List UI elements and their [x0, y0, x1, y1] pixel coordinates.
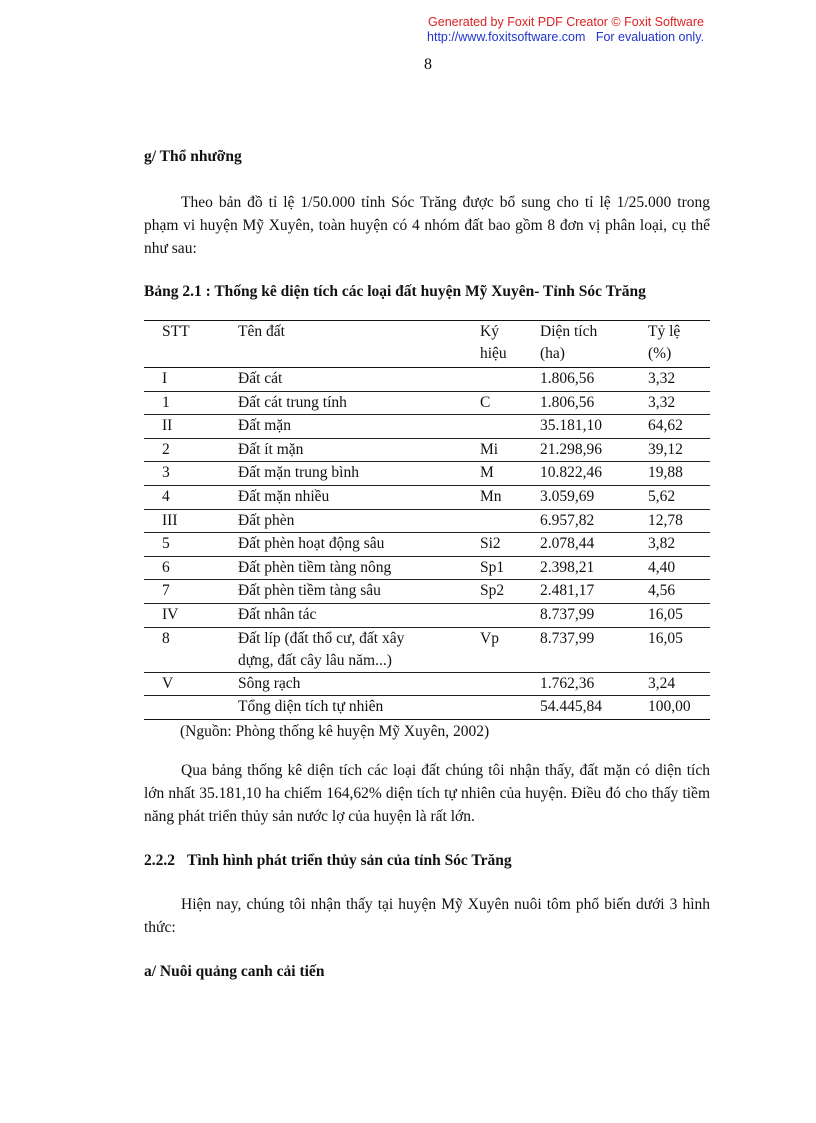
cell-ratio: 16,05 — [648, 603, 710, 627]
heading-quang-canh: a/ Nuôi quảng canh cải tiến — [144, 963, 325, 980]
table-row — [144, 533, 710, 557]
cell-stt: 7 — [144, 580, 238, 604]
cell-area: 8.737,99 — [540, 627, 648, 672]
cell-name: Đất phèn tiềm tàng sâu — [238, 580, 480, 604]
cell-ratio: 3,32 — [648, 368, 710, 392]
cell-area: 1.806,56 — [540, 368, 648, 392]
cell-name: Đất phèn tiềm tàng nông — [238, 556, 480, 580]
cell-symbol: Mi — [480, 438, 540, 462]
cell-name: Đất phèn hoạt động sâu — [238, 533, 480, 557]
cell-name: Đất ít mặn — [238, 438, 480, 462]
cell-area: 2.481,17 — [540, 580, 648, 604]
cell-symbol: Sp2 — [480, 580, 540, 604]
cell-area: 1.806,56 — [540, 391, 648, 415]
watermark-line1: Generated by Foxit PDF Creator © Foxit Software — [428, 15, 704, 29]
cell-stt: IV — [144, 603, 238, 627]
analysis-wrap — [144, 759, 710, 828]
cell-name: Đất mặn nhiều — [238, 485, 480, 509]
analysis-paragraph: Qua bảng thống kê diện tích các loại đất chúng tôi nhận thấy, đất mặn có diện tích lớn nhất 35.181,10 ha chiếm 164,62% diện tích tự nhiên của huyện. Điều đó cho thấy tiềm năng phát triển thủy sản nước lợ của huyện là rất lớn. — [144, 762, 710, 825]
watermark-line2 — [427, 30, 704, 45]
table-header-row — [144, 321, 710, 368]
cell-stt: 4 — [144, 485, 238, 509]
cell-area: 6.957,82 — [540, 509, 648, 533]
cell-stt: V — [144, 672, 238, 696]
table-row — [144, 627, 710, 672]
section-222-body — [144, 893, 710, 939]
cell-name: Đất mặn — [238, 415, 480, 439]
cell-name: Tổng diện tích tự nhiên — [238, 696, 480, 720]
header-name: Tên đất — [238, 321, 480, 368]
cell-stt: 8 — [144, 627, 238, 672]
cell-symbol: Si2 — [480, 533, 540, 557]
soil-table — [144, 320, 710, 720]
table-row — [144, 509, 710, 533]
header-stt: STT — [144, 321, 238, 368]
cell-area: 2.398,21 — [540, 556, 648, 580]
cell-symbol — [480, 696, 540, 720]
cell-symbol: Sp1 — [480, 556, 540, 580]
cell-area: 2.078,44 — [540, 533, 648, 557]
cell-symbol: M — [480, 462, 540, 486]
table-row — [144, 603, 710, 627]
cell-name: Đất cát — [238, 368, 480, 392]
cell-stt — [144, 696, 238, 720]
table-row — [144, 580, 710, 604]
cell-symbol — [480, 415, 540, 439]
section-222-heading — [144, 850, 710, 872]
section-g-body — [144, 191, 710, 260]
cell-ratio: 16,05 — [648, 627, 710, 672]
cell-ratio: 3,24 — [648, 672, 710, 696]
cell-ratio: 12,78 — [648, 509, 710, 533]
cell-area: 8.737,99 — [540, 603, 648, 627]
cell-name: Đất nhân tác — [238, 603, 480, 627]
cell-ratio: 64,62 — [648, 415, 710, 439]
heading-tho-nhuong: g/ Thổ nhưỡng — [144, 148, 242, 165]
cell-ratio: 3,82 — [648, 533, 710, 557]
cell-symbol — [480, 368, 540, 392]
table-row — [144, 438, 710, 462]
table-row — [144, 391, 710, 415]
table-row — [144, 696, 710, 720]
cell-stt: 6 — [144, 556, 238, 580]
table-row — [144, 368, 710, 392]
cell-name: Đất phèn — [238, 509, 480, 533]
paragraph-tho-nhuong: Theo bản đồ tỉ lệ 1/50.000 tỉnh Sóc Trăng được bổ sung cho tỉ lệ 1/25.000 trong phạm vi huyện Mỹ Xuyên, toàn huyện có 4 nhóm đất bao gồm 8 đơn vị phân loại, cụ thể như sau: — [144, 194, 710, 257]
cell-area: 54.445,84 — [540, 696, 648, 720]
cell-area: 1.762,36 — [540, 672, 648, 696]
cell-ratio: 3,32 — [648, 391, 710, 415]
header-ratio: Tỷ lệ (%) — [648, 321, 710, 368]
cell-area: 10.822,46 — [540, 462, 648, 486]
header-symbol: Ký hiệu — [480, 321, 540, 368]
cell-ratio: 4,40 — [648, 556, 710, 580]
cell-stt: 1 — [144, 391, 238, 415]
watermark — [427, 15, 704, 45]
heading-222-title: Tình hình phát triển thủy sản của tỉnh Sóc Trăng — [187, 852, 512, 869]
table-row — [144, 556, 710, 580]
paragraph-222: Hiện nay, chúng tôi nhận thấy tại huyện Mỹ Xuyên nuôi tôm phổ biến dưới 3 hình thức: — [144, 896, 710, 936]
table-source: (Nguồn: Phòng thống kê huyện Mỹ Xuyên, 2002) — [180, 722, 490, 740]
section-g-heading — [144, 146, 710, 168]
header-area: Diện tích (ha) — [540, 321, 648, 368]
cell-stt: III — [144, 509, 238, 533]
cell-ratio: 39,12 — [648, 438, 710, 462]
page-number: 8 — [424, 56, 432, 73]
table-row — [144, 672, 710, 696]
cell-stt: II — [144, 415, 238, 439]
table-row — [144, 485, 710, 509]
table-caption: Bảng 2.1 : Thống kê diện tích các loại đất huyện Mỹ Xuyên- Tỉnh Sóc Trăng — [144, 283, 646, 300]
cell-symbol: C — [480, 391, 540, 415]
cell-stt: 2 — [144, 438, 238, 462]
section-a-heading — [144, 961, 710, 983]
cell-area: 3.059,69 — [540, 485, 648, 509]
cell-stt: 5 — [144, 533, 238, 557]
cell-name: Đất cát trung tính — [238, 391, 480, 415]
cell-ratio: 100,00 — [648, 696, 710, 720]
soil-table-wrap — [144, 320, 710, 743]
cell-symbol: Vp — [480, 627, 540, 672]
cell-symbol: Mn — [480, 485, 540, 509]
table-row — [144, 415, 710, 439]
cell-ratio: 19,88 — [648, 462, 710, 486]
heading-222-number: 2.2.2 — [144, 852, 175, 869]
cell-name: Sông rạch — [238, 672, 480, 696]
cell-ratio: 4,56 — [648, 580, 710, 604]
cell-symbol — [480, 509, 540, 533]
cell-symbol — [480, 603, 540, 627]
watermark-note: For evaluation only. — [595, 30, 704, 44]
cell-name: Đất mặn trung bình — [238, 462, 480, 486]
cell-stt: 3 — [144, 462, 238, 486]
table-row — [144, 462, 710, 486]
cell-stt: I — [144, 368, 238, 392]
cell-symbol — [480, 672, 540, 696]
cell-area: 35.181,10 — [540, 415, 648, 439]
cell-name: Đất líp (đất thổ cư, đất xây dựng, đất cây lâu năm...) — [238, 627, 480, 672]
table-caption-wrap — [144, 281, 710, 303]
watermark-url[interactable]: http://www.foxitsoftware.com — [427, 30, 586, 44]
cell-ratio: 5,62 — [648, 485, 710, 509]
cell-area: 21.298,96 — [540, 438, 648, 462]
heading-222 — [144, 850, 710, 872]
